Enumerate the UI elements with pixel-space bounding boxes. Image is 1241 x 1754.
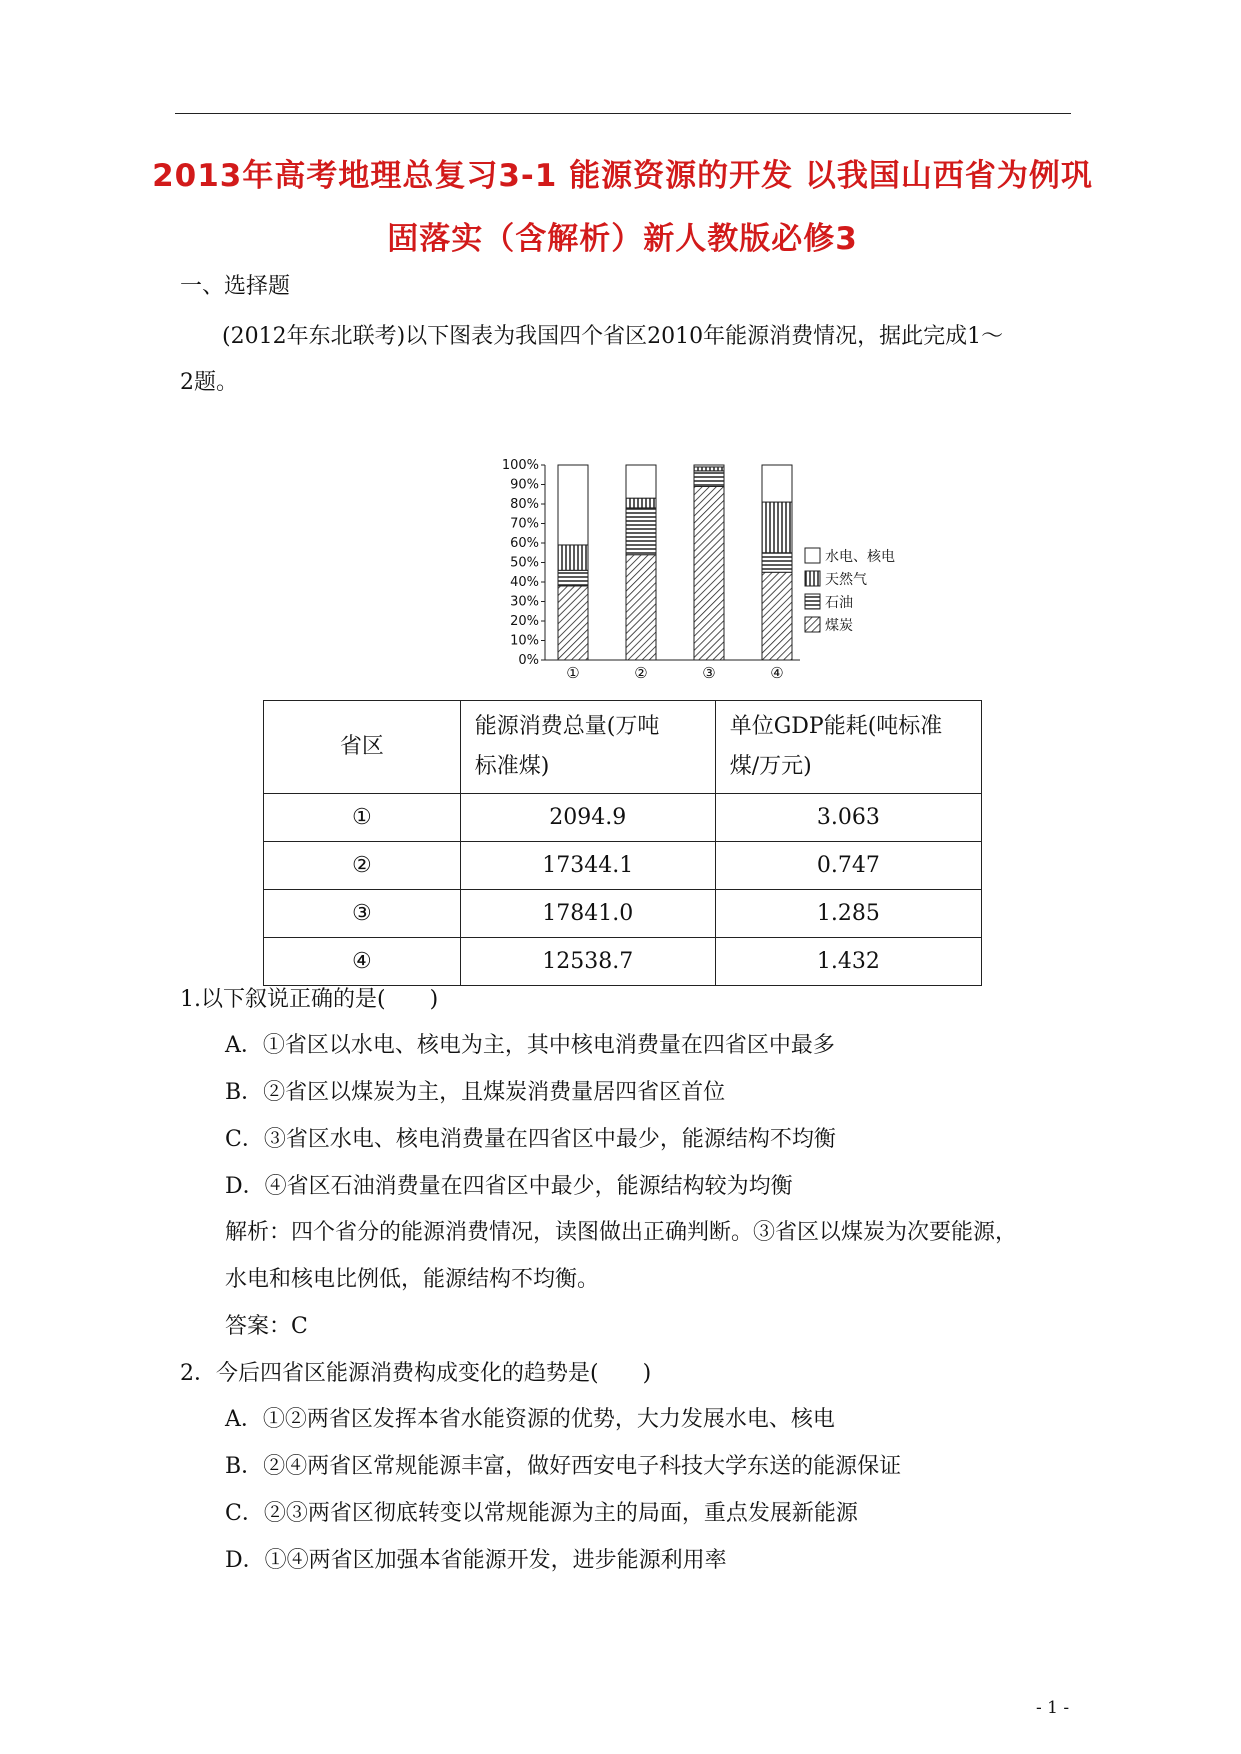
x-tick-label: ④ <box>770 664 784 682</box>
legend-label: 煤炭 <box>825 618 853 634</box>
legend-swatch <box>805 548 820 563</box>
y-tick-label: 20% <box>510 614 539 629</box>
y-tick-label: 70% <box>510 516 539 532</box>
table-cell: 17344.1 <box>460 842 715 890</box>
title-line-1: 2013年高考地理总复习3-1 能源资源的开发 以我国山西省为例巩 <box>152 158 1093 194</box>
q2-option-d: D．①④两省区加强本省能源开发，进步能源利用率 <box>225 1548 727 1573</box>
legend-label: 石油 <box>825 595 853 611</box>
y-tick-label: 50% <box>510 555 539 571</box>
table-row <box>264 794 982 842</box>
table-cell: ① <box>264 794 461 842</box>
q1-analysis-line-1: 解析：四个省分的能源消费情况，读图做出正确判断。③省区以煤炭为次要能源， <box>225 1220 1018 1245</box>
bar-segment <box>558 465 588 545</box>
q1-analysis-line-2: 水电和核电比例低，能源结构不均衡。 <box>225 1267 600 1292</box>
title-line-2: 固落实（含解析）新人教版必修3 <box>387 221 858 257</box>
table-header-cell <box>460 701 715 794</box>
bar-segment <box>626 465 656 498</box>
y-tick-label: 30% <box>510 594 539 610</box>
table-cell: 2094.9 <box>460 794 715 842</box>
q1-option-c: C．③省区水电、核电消费量在四省区中最少，能源结构不均衡 <box>225 1127 836 1152</box>
legend-swatch <box>805 617 820 632</box>
bar-segment <box>626 508 656 555</box>
bar-segment <box>558 570 588 586</box>
table-cell: ③ <box>264 890 461 938</box>
bar-segment <box>694 471 724 487</box>
bar-segment <box>762 502 792 553</box>
bar-segment <box>694 486 724 660</box>
table-header-text: 煤/万元) <box>729 754 812 779</box>
q2-stem: 2．今后四省区能源消费构成变化的趋势是( ) <box>180 1361 652 1386</box>
legend-swatch <box>805 571 820 586</box>
table-header-text: 标准煤) <box>474 754 550 779</box>
intro-line-2: 2题。 <box>180 370 238 395</box>
q1-option-d: D．④省区石油消费量在四省区中最少，能源结构较为均衡 <box>225 1174 793 1199</box>
table-header-text: 省区 <box>339 734 384 759</box>
bar-segment <box>694 465 724 467</box>
y-tick-label: 10% <box>510 633 539 649</box>
legend-label: 水电、核电 <box>825 549 895 565</box>
q1-option-a: A．①省区以水电、核电为主，其中核电消费量在四省区中最多 <box>225 1033 835 1058</box>
bar-segment <box>626 498 656 508</box>
section-heading: 一、选择题 <box>180 274 291 299</box>
page-number: - 1 - <box>1036 1698 1070 1718</box>
energy-table <box>263 700 982 986</box>
y-tick-label: 90% <box>510 477 539 493</box>
q2-option-c: C．②③两省区彻底转变以常规能源为主的局面，重点发展新能源 <box>225 1501 858 1526</box>
bar-segment <box>558 545 588 570</box>
table-cell: ④ <box>264 938 461 986</box>
energy-stacked-bar-chart <box>500 455 940 690</box>
y-tick-label: 40% <box>510 575 539 590</box>
bar-segment <box>762 572 792 660</box>
x-tick-label: ② <box>634 664 648 682</box>
q2-option-b: B．②④两省区常规能源丰富，做好西安电子科技大学东送的能源保证 <box>225 1454 902 1479</box>
table-cell: 1.432 <box>715 938 981 986</box>
legend-swatch <box>805 594 820 609</box>
intro-line-1: (2012年东北联考)以下图表为我国四个省区2010年能源消费情况，据此完成1～ <box>222 324 1004 349</box>
table-row <box>264 938 982 986</box>
x-tick-label: ① <box>566 664 580 682</box>
x-tick-label: ③ <box>702 664 716 682</box>
table-cell: 17841.0 <box>460 890 715 938</box>
table-header-row <box>264 701 982 794</box>
bar-segment <box>762 553 792 573</box>
y-tick-label: 100% <box>501 458 539 473</box>
table-header-cell <box>264 701 461 794</box>
table-row <box>264 842 982 890</box>
table-cell: 12538.7 <box>460 938 715 986</box>
legend-label: 天然气 <box>825 572 867 588</box>
header-rule <box>175 113 1071 114</box>
q1-stem: 1.以下叙说正确的是( ) <box>180 987 439 1012</box>
q1-answer: 答案：C <box>225 1314 308 1339</box>
q1-option-b: B．②省区以煤炭为主，且煤炭消费量居四省区首位 <box>225 1080 726 1105</box>
y-tick-label: 60% <box>510 536 539 551</box>
table-header-text: 能源消费总量(万吨 <box>474 714 660 739</box>
table-cell: 3.063 <box>715 794 981 842</box>
table-cell: 1.285 <box>715 890 981 938</box>
table-cell: ② <box>264 842 461 890</box>
table-header-cell <box>715 701 981 794</box>
table-header-text: 单位GDP能耗(吨标准 <box>729 714 943 739</box>
bar-segment <box>558 586 588 660</box>
bar-segment <box>694 467 724 471</box>
y-tick-label: 0% <box>518 653 539 668</box>
table-row <box>264 890 982 938</box>
bar-segment <box>626 555 656 660</box>
y-tick-label: 80% <box>510 497 539 512</box>
table-cell: 0.747 <box>715 842 981 890</box>
bar-segment <box>762 465 792 502</box>
q2-option-a: A．①②两省区发挥本省水能资源的优势，大力发展水电、核电 <box>225 1407 835 1432</box>
